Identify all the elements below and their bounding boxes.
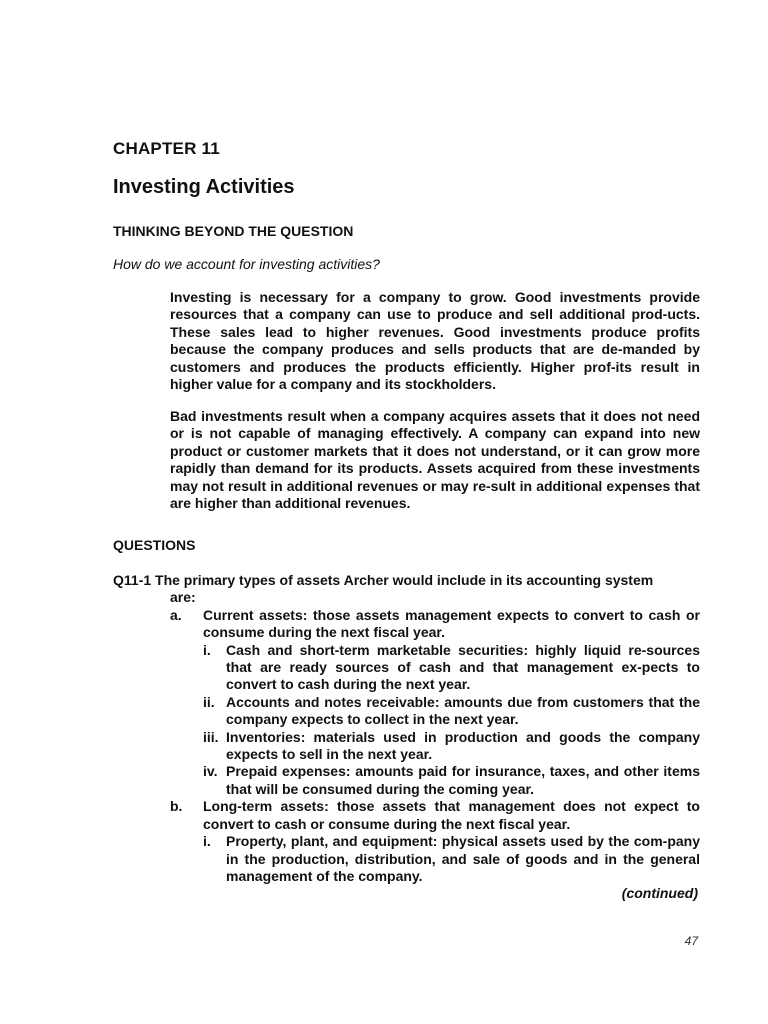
sub-list-marker: i. bbox=[203, 641, 211, 658]
question-text: The primary types of assets Archer would include in its accounting system bbox=[155, 572, 654, 588]
list-marker: b. bbox=[170, 798, 183, 815]
questions-heading: QUESTIONS bbox=[113, 537, 196, 553]
chapter-title: Investing Activities bbox=[113, 176, 295, 198]
list-item-text: Current assets: those assets management expects to convert to cash or consume during the next fiscal year. bbox=[203, 606, 700, 641]
paragraph-good-investments: Investing is necessary for a company to grow. Good investments provide resources that a company can use to produce and sell additional prod-ucts. These sales lead to higher revenues. Good investments produce profits because the company produces and sells products that are de-manded by customers and produces the products efficiently. Higher prof-its result in higher value for a company and its stockholders. bbox=[170, 289, 700, 393]
sub-list-item-text: Prepaid expenses: amounts paid for insurance, taxes, and other items that will be consumed during the coming year. bbox=[226, 763, 700, 797]
section-heading: THINKING BEYOND THE QUESTION bbox=[113, 223, 354, 239]
list-marker: a. bbox=[170, 606, 182, 623]
sub-list-item-text: Accounts and notes receivable: amounts due from customers that the company expects to collect in the next year. bbox=[226, 693, 700, 728]
sub-list-marker: iv. bbox=[203, 763, 218, 780]
paragraph-bad-investments: Bad investments result when a company acquires assets that it does not need or is not capable of managing effectively. A company can expand into new product or customer markets that it does not understand, or it can grow more rapidly than demand for its products. Assets acquired from these investments may not result in additional revenues or may re-sult in additional expenses that are higher than additional revenues. bbox=[170, 408, 700, 512]
sub-list-item bbox=[203, 763, 700, 798]
chapter-label: CHAPTER 11 bbox=[113, 139, 220, 158]
continued-note: (continued) bbox=[621, 885, 698, 901]
question-q11-1 bbox=[113, 572, 700, 885]
sub-list-marker: iii. bbox=[203, 728, 219, 745]
sub-list-item-text: Cash and short-term marketable securities: highly liquid re-sources that are ready sources of cash and that management ex-pects to convert to cash during the next year. bbox=[226, 641, 700, 693]
question-stem bbox=[113, 572, 700, 589]
sub-list-item-text: Property, plant, and equipment: physical assets used by the com-pany in the production, distribution, and sale of goods and in the general management of the company. bbox=[226, 833, 700, 884]
sub-list-marker: i. bbox=[203, 833, 211, 850]
sub-list-item bbox=[203, 642, 700, 694]
sub-list-item bbox=[203, 694, 700, 729]
sub-list-item-text: Inventories: materials used in production and goods the company expects to sell in the next year. bbox=[226, 728, 700, 763]
sub-list-item bbox=[203, 729, 700, 764]
sub-list-item bbox=[203, 833, 700, 885]
section-question: How do we account for investing activities? bbox=[113, 256, 380, 272]
sub-list-marker: ii. bbox=[203, 693, 215, 710]
question-number: Q11-1 bbox=[113, 572, 152, 588]
page-number: 47 bbox=[684, 934, 698, 948]
question-text-continued: are: bbox=[170, 589, 196, 606]
list-item bbox=[170, 798, 700, 833]
list-item bbox=[170, 607, 700, 642]
list-item-text: Long-term assets: those assets that management does not expect to convert to cash or consume during the next fiscal year. bbox=[203, 798, 700, 832]
